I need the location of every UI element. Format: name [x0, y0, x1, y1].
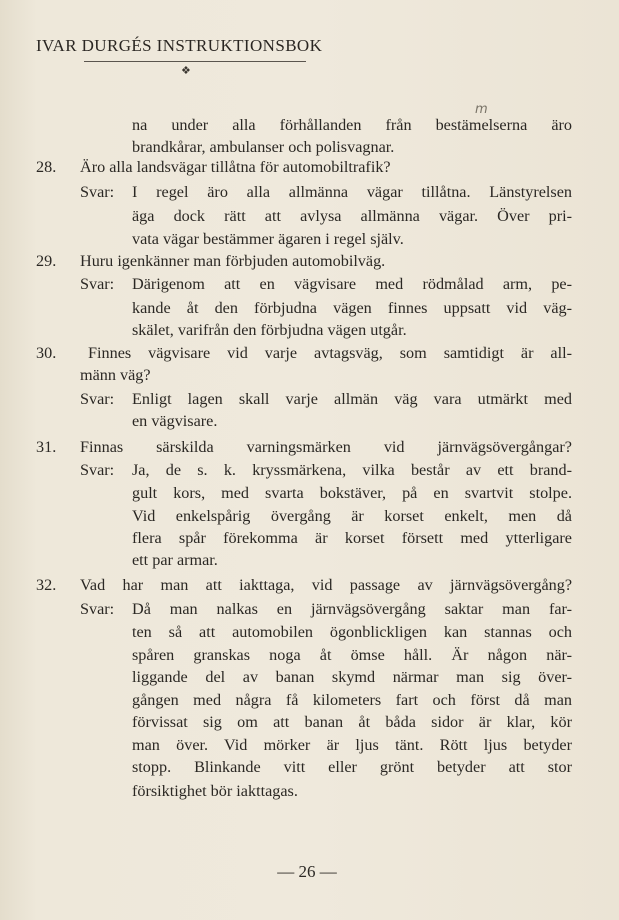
text-line: brandkårar, ambulanser och polisvagnar.: [132, 138, 395, 156]
text-line: na under alla förhållanden från bestämelserna äro: [132, 116, 572, 134]
question-number: 29.: [36, 252, 57, 270]
question-text: männ väg?: [80, 366, 151, 384]
text-line: försiktighet bör iakttagas.: [132, 782, 298, 800]
text-line: ett par armar.: [132, 551, 218, 569]
question-text: Finnas särskilda varningsmärken vid järnvägsövergångar?: [80, 438, 572, 456]
text-line: gången med några få kilometers fart och först då man: [132, 691, 572, 709]
text-line: I regel äro alla allmänna vägar tillåtna. Länstyrelsen: [132, 183, 572, 201]
text-line: kande åt den förbjudna vägen finnes uppsatt vid väg-: [132, 299, 572, 317]
text-line: ten så att automobilen ögonblickligen kan stannas och: [132, 623, 572, 641]
text-line: äga dock rätt att avlysa allmänna vägar. Över pri-: [132, 207, 572, 225]
text-line: Ja, de s. k. kryssmärkena, vilka består av ett brand-: [132, 461, 572, 479]
text-line: stopp. Blinkande vitt eller grönt betyder att stor: [132, 758, 572, 776]
text-line: förvissat sig om att banan åt båda sidor är klar, kör: [132, 713, 572, 731]
answer-label: Svar:: [80, 390, 115, 408]
text-line: Enligt lagen skall varje allmän väg vara utmärkt med: [132, 390, 572, 408]
question-number: 28.: [36, 158, 57, 176]
text-line: man över. Vid mörker är ljus tänt. Rött ljus betyder: [132, 736, 572, 754]
question-text: Vad har man att iakttaga, vid passage av järnvägsövergång?: [80, 576, 572, 594]
text-line: gult kors, med svarta bokstäver, på en svartvit stolpe.: [132, 484, 572, 502]
page-number: — 26 —: [277, 862, 337, 881]
question-number: 31.: [36, 438, 57, 456]
answer-label: Svar:: [80, 183, 115, 201]
text-line: en vägvisare.: [132, 412, 218, 430]
text-line: spåren granskas noga åt ömse håll. Är någon när-: [132, 646, 572, 664]
running-head: IVAR DURGÉS INSTRUKTIONSBOK: [36, 36, 323, 55]
text-line: vata vägar bestämmer ägaren i regel själv.: [132, 230, 404, 248]
text-line: Därigenom att en vägvisare med rödmålad arm, pe-: [132, 275, 572, 293]
question-number: 30.: [36, 344, 57, 362]
text-line: skälet, varifrån den förbjudna vägen utgår.: [132, 321, 407, 339]
question-text: Äro alla landsvägar tillåtna för automobiltrafik?: [80, 158, 391, 176]
text-line: Vid enkelspårig övergång är korset enkelt, men då: [132, 507, 572, 525]
text-line: Då man nalkas en järnvägsövergång saktar man far-: [132, 600, 572, 618]
answer-label: Svar:: [80, 461, 115, 479]
question-number: 32.: [36, 576, 57, 594]
ornament-icon: ❖: [181, 65, 191, 77]
question-text: Huru igenkänner man förbjuden automobilväg.: [80, 252, 386, 270]
pencil-annotation: m: [475, 102, 488, 117]
question-text: Finnes vägvisare vid varje avtagsväg, som samtidigt är all-: [88, 344, 572, 362]
answer-label: Svar:: [80, 275, 115, 293]
header-rule: [84, 61, 306, 62]
text-line: flera spår förekomma är korset försett med ytterligare: [132, 529, 572, 547]
text-line: liggande del av banan skymd närmar man sig över-: [132, 668, 572, 686]
answer-label: Svar:: [80, 600, 115, 618]
